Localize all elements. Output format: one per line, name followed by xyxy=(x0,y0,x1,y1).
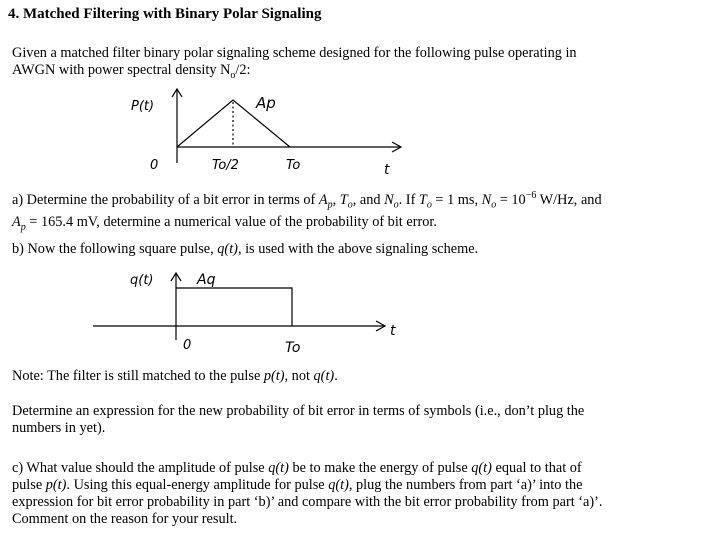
fig2-x-label: t xyxy=(390,323,396,339)
part-c-paragraph xyxy=(12,460,688,528)
determine-paragraph: Determine an expression for the new probability of bit error in terms of symbols (i.e., don’t plug the numbers in yet). xyxy=(12,403,585,436)
part-c-line-1: c) What value should the amplitude of pulse q(t) be to make the energy of pulse q(t) equal to that of xyxy=(12,460,582,476)
fig1-period-label: To xyxy=(286,158,301,173)
fig2-origin-label: 0 xyxy=(183,338,192,353)
intro-line-2: AWGN with power spectral density $N_o/2$: xyxy=(12,62,251,81)
fig2-amplitude-label: Aq xyxy=(197,272,216,288)
fig2-period-label: To xyxy=(285,340,301,356)
part-a-paragraph xyxy=(12,187,688,235)
fig1-origin-label: 0 xyxy=(150,158,159,173)
intro-line-1: Given a matched filter binary polar signaling scheme designed for the following pulse operating in xyxy=(12,45,577,61)
fig2-square-pulse xyxy=(176,288,292,326)
part-a-line-2: $A_p = 165.4$ mV, determine a numerical value of the probability of bit error. xyxy=(12,213,437,233)
part-c-line-3: expression for bit error probability in part ‘b)’ and compare with the bit error probability from part ‘a)’. xyxy=(12,494,603,510)
fig1-amplitude-label: Ap xyxy=(256,94,276,112)
part-c-line-4: Comment on the reason for your result. xyxy=(12,511,238,527)
part-a-line-1: a) Determine the probability of a bit error in terms of $A_p$, $T_o$, and $N_o$. If $T_o = 1$ ms, $N_o = 10^{-6}$ W/Hz, and xyxy=(12,190,602,211)
part-c-line-2: pulse p(t). Using this equal-energy amplitude for pulse q(t), plug the numbers from part ‘a)’ into the xyxy=(12,477,583,493)
fig1-half-period-label: To/2 xyxy=(212,158,239,173)
problem-title: 4. Matched Filtering with Binary Polar Signaling xyxy=(8,6,322,22)
fig1-y-label: P(t) xyxy=(131,99,155,114)
part-b-paragraph: b) Now the following square pulse, q(t), is used with the above signaling scheme. xyxy=(12,241,479,257)
fig1-x-label: t xyxy=(384,162,390,178)
note-paragraph: Note: The filter is still matched to the pulse p(t), not q(t). xyxy=(12,368,338,384)
fig2-y-label: q(t) xyxy=(130,273,154,288)
